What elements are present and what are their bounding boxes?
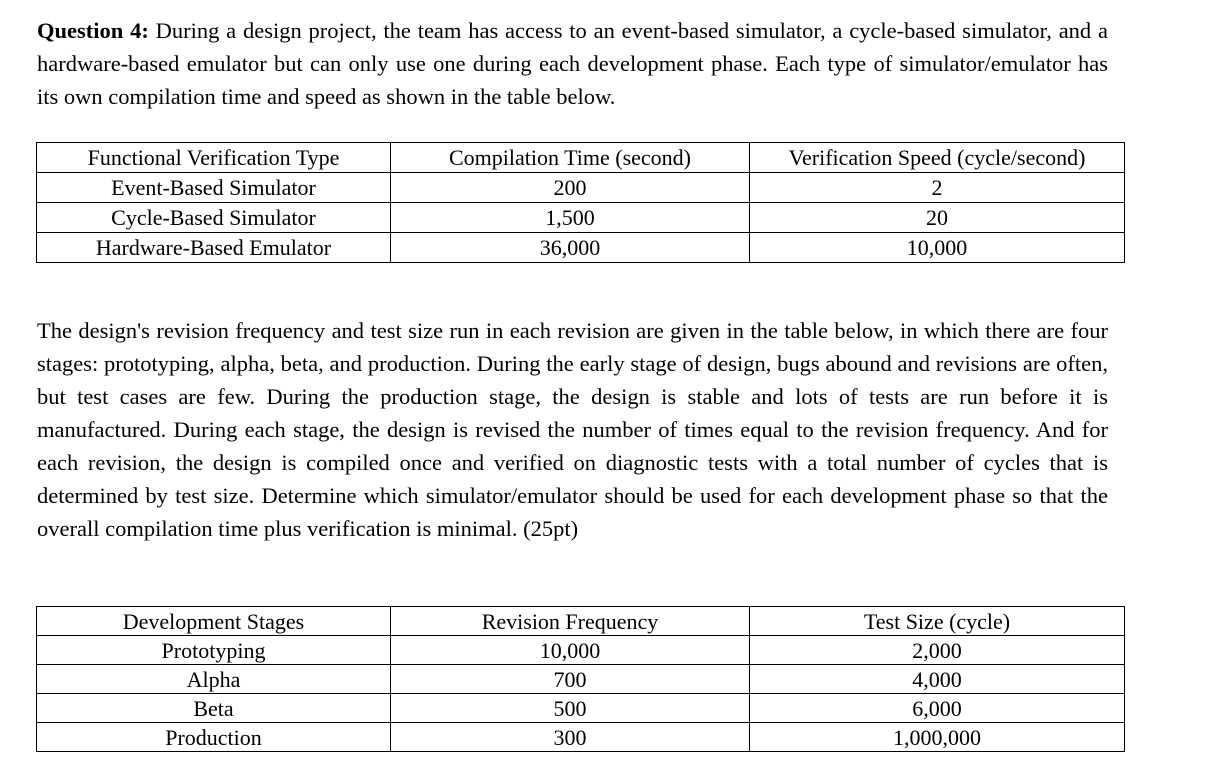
table-header-row xyxy=(37,607,1125,636)
table-cell: Event-Based Simulator xyxy=(37,173,391,203)
table-cell: Hardware-Based Emulator xyxy=(37,233,391,263)
table-row xyxy=(37,173,1125,203)
table-cell: 300 xyxy=(391,723,750,752)
table-cell: Production xyxy=(37,723,391,752)
table-row xyxy=(37,203,1125,233)
table-cell: 6,000 xyxy=(750,694,1125,723)
table-cell: Prototyping xyxy=(37,636,391,665)
table-cell: 500 xyxy=(391,694,750,723)
table-cell: 200 xyxy=(391,173,750,203)
table-cell: 1,000,000 xyxy=(750,723,1125,752)
table-row xyxy=(37,694,1125,723)
question-intro-paragraph xyxy=(37,14,1108,113)
question-intro-text: During a design project, the team has access to an event-based simulator, a cycle-based simulator, and a hardware-based emulator but can only use one during each development phase. Each type of simulator/emulator has its own compilation time and speed as shown in the table below. xyxy=(37,18,1108,109)
table-cell: Alpha xyxy=(37,665,391,694)
table-header-cell: Compilation Time (second) xyxy=(391,143,750,173)
question-label: Question 4: xyxy=(37,18,149,43)
table-header-cell: Test Size (cycle) xyxy=(750,607,1125,636)
table-header-cell: Development Stages xyxy=(37,607,391,636)
table-row xyxy=(37,723,1125,752)
table-header-cell: Functional Verification Type xyxy=(37,143,391,173)
table-header-row xyxy=(37,143,1125,173)
verification-type-table xyxy=(36,142,1125,263)
table-cell: 4,000 xyxy=(750,665,1125,694)
table-cell: 10,000 xyxy=(391,636,750,665)
table-cell: 10,000 xyxy=(750,233,1125,263)
table-row xyxy=(37,636,1125,665)
table-row xyxy=(37,233,1125,263)
table-header-cell: Verification Speed (cycle/second) xyxy=(750,143,1125,173)
table-cell: Cycle-Based Simulator xyxy=(37,203,391,233)
table-cell: 36,000 xyxy=(391,233,750,263)
problem-description-paragraph: The design's revision frequency and test size run in each revision are given in the table below, in which there are four stages: prototyping, alpha, beta, and production. During the early stage of design, bugs abound and revisions are often, but test cases are few. During the production stage, the design is stable and lots of tests are run before it is manufactured. During each stage, the design is revised the number of times equal to the revision frequency. And for each revision, the design is compiled once and verified on diagnostic tests with a total number of cycles that is determined by test size. Determine which simulator/emulator should be used for each development phase so that the overall compilation time plus verification is minimal. (25pt) xyxy=(37,318,1108,541)
table-cell: 2 xyxy=(750,173,1125,203)
development-stages-table xyxy=(36,606,1125,752)
table-header-cell: Revision Frequency xyxy=(391,607,750,636)
table-cell: Beta xyxy=(37,694,391,723)
table-cell: 1,500 xyxy=(391,203,750,233)
table-row xyxy=(37,665,1125,694)
table-cell: 700 xyxy=(391,665,750,694)
table-cell: 2,000 xyxy=(750,636,1125,665)
table-cell: 20 xyxy=(750,203,1125,233)
